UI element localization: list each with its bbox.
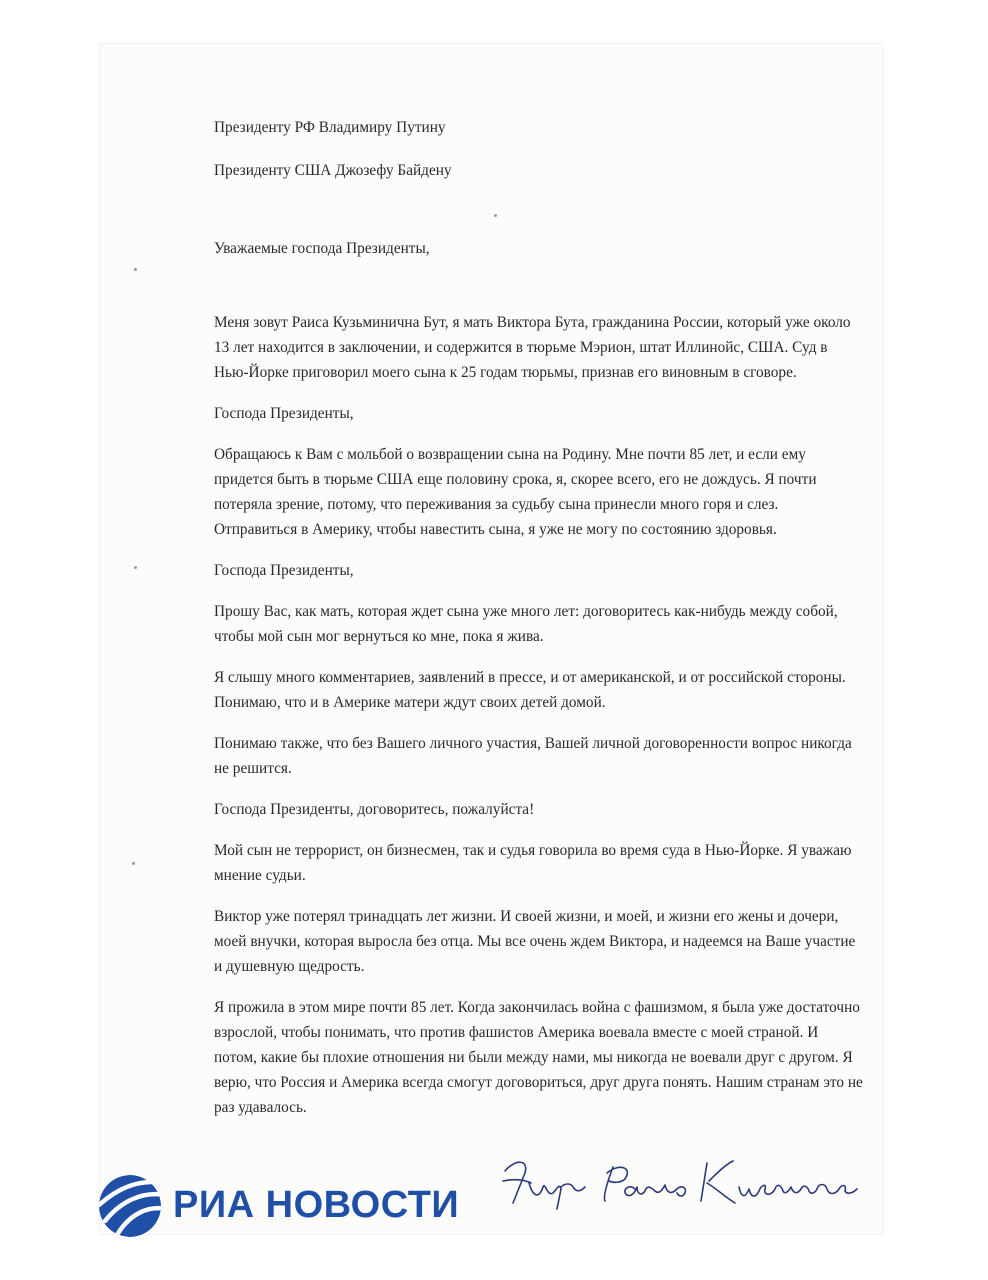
paragraph-participation: Понимаю также, что без Вашего личного участия, Вашей личной договоренности вопрос никогда не решится. <box>214 735 852 777</box>
greeting: Уважаемые господа Президенты, <box>214 240 430 257</box>
paragraph-comments: Я слышу много комментариев, заявлений в прессе, и от американской, и от российской стороны. Понимаю, что и в Америке матери ждут своих детей домой. <box>214 669 846 711</box>
paragraph-salutation: Господа Президенты, <box>214 405 354 422</box>
paragraph-history: Я прожила в этом мире почти 85 лет. Когда закончилась война с фашизмом, я была уже достаточно взрослой, чтобы понимать, что против фашистов Америка воевала вместе с моей страной. И потом, какие бы плохие отношения ни были между нами, мы никогда не воевали друг с другом. Я верю, что Россия и Америка всегда смогут договориться, друг друга понять. Нашим странам это не раз удавалось. <box>214 999 863 1116</box>
brand-name: РИА НОВОСТИ <box>173 1184 460 1226</box>
addressee-biden: Президенту США Джозефу Байдену <box>214 162 452 179</box>
paragraph-salutation: Господа Президенты, <box>214 562 354 579</box>
scan-speck <box>134 566 137 569</box>
paragraph-not-terrorist: Мой сын не террорист, он бизнесмен, так и судья говорила во время суда в Нью-Йорке. Я уважаю мнение судьи. <box>214 842 852 884</box>
letter-body <box>214 115 864 1120</box>
paragraph-request: Прошу Вас, как мать, которая ждет сына уже много лет: договоритесь как-нибудь между собой, чтобы мой сын мог вернуться ко мне, пока я жива. <box>214 603 838 645</box>
paragraph-appeal: Господа Президенты, договоритесь, пожалуйста! <box>214 801 535 818</box>
paragraph-family: Виктор уже потерял тринадцать лет жизни. И своей жизни, и моей, и жизни его жены и дочери, моей внучки, которая выросла без отца. Мы все очень ждем Виктора, и надеемся на Ваше участие и душевную щедрость. <box>214 908 856 975</box>
scan-speck <box>134 268 137 271</box>
handwritten-signature <box>495 1153 875 1213</box>
addressee-putin: Президенту РФ Владимиру Путину <box>214 119 446 136</box>
ria-globe-icon <box>97 1173 163 1239</box>
paragraph-plea: Обращаюсь к Вам с мольбой о возвращении сына на Родину. Мне почти 85 лет, и если ему придется быть в тюрьме США еще половину срока, я, скорее всего, его не дождусь. Я почти потеряла зрение, потому, что переживания за судьбу сына принесли много горя и слез. Отправиться в Америку, чтобы навестить сына, я уже не могу по состоянию здоровья. <box>214 446 817 538</box>
scan-speck <box>132 862 135 865</box>
paragraph-introduction: Меня зовут Раиса Кузьминична Бут, я мать Виктора Бута, гражданина России, который уже около 13 лет находится в заключении, и содержится в тюрьме Мэрион, штат Иллинойс, США. Суд в Нью-Йорке приговорил моего сына к 25 годам тюрьмы, признав его виновным в сговоре. <box>214 314 851 381</box>
ria-novosti-logo <box>97 1173 497 1239</box>
